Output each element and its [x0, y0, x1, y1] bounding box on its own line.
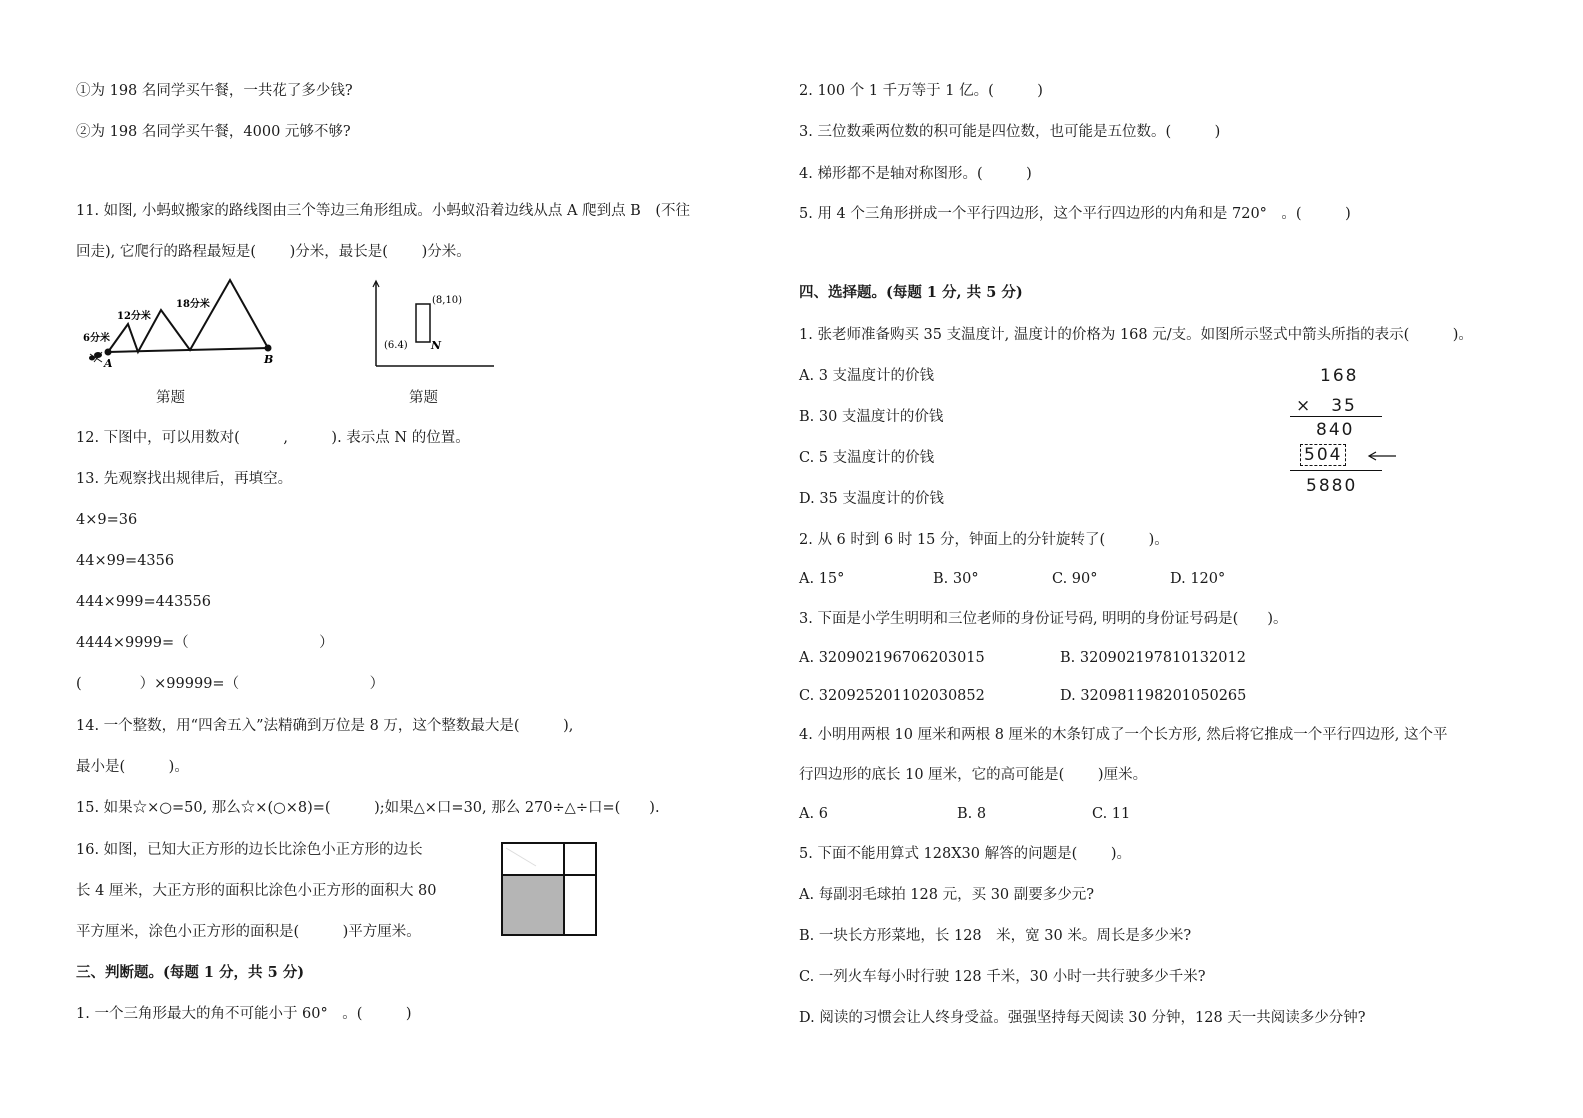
q11-line2: 回走), 它爬行的路程最短是( )分米，最长是( )分米。 [76, 244, 471, 260]
choice-3-b: B. 320902197810132012 [1060, 650, 1246, 666]
choice-3-a: A. 320902196706203015 [799, 650, 985, 666]
point-n-label: N [431, 339, 442, 352]
choice-2-d: D. 120° [1170, 571, 1226, 587]
choice-2-b: B. 30° [933, 571, 979, 587]
fig1-caption: 第题 [156, 390, 185, 406]
label-18: 18分米 [176, 299, 210, 310]
seq-1: 4×9=36 [76, 512, 138, 528]
q12: 12. 下图中，可以用数对( , ). 表示点 N 的位置。 [76, 430, 470, 446]
choice-5-d: D. 阅读的习惯会让人终身受益。强强坚持每天阅读 30 分钟，128 天一共阅读多少分钟? [799, 1010, 1366, 1026]
coordinate-figure [368, 276, 498, 372]
choice-2-c: C. 90° [1052, 571, 1098, 587]
seq-3: 444×999=443556 [76, 594, 212, 610]
ant-path-figure [80, 272, 280, 372]
judge-4: 4. 梯形都不是轴对称图形。( ) [799, 166, 1032, 182]
q15: 15. 如果☆×○=50, 那么☆×(○×8)=( );如果△×口=30, 那么 270÷△÷口=( ). [76, 800, 660, 816]
section-3-heading: 三、判断题。(每题 1 分，共 5 分) [76, 964, 305, 981]
vertical-multiplication [1290, 366, 1400, 506]
choice-3: 3. 下面是小学生明明和三位老师的身份证号码, 明明的身份证号码是( )。 [799, 611, 1288, 627]
point-6-4-label: (6.4) [384, 340, 408, 351]
q11-line1: 11. 如图, 小蚂蚁搬家的路线图由三个等边三角形组成。小蚂蚁沿着边线从点 A 爬到点 B (不往 [76, 203, 690, 219]
choice-5-b: B. 一块长方形菜地，长 128 米，宽 30 米。周长是多少米? [799, 928, 1192, 944]
judge-1: 1. 一个三角形最大的角不可能小于 60° 。( ) [76, 1006, 412, 1022]
choice-1-c: C. 5 支温度计的价钱 [799, 450, 935, 466]
mult-row-1: 168 [1320, 366, 1359, 386]
arrow-left-icon [1366, 448, 1398, 464]
q10-part1: ①为 198 名同学买午餐，一共花了多少钱? [76, 83, 353, 99]
choice-1: 1. 张老师准备购买 35 支温度计, 温度计的价格为 168 元/支。如图所示竖式中箭头所指的表示( )。 [799, 327, 1473, 343]
choice-4-line2: 行四边形的底长 10 厘米，它的高可能是( )厘米。 [799, 767, 1148, 783]
point-b-label: B [264, 353, 274, 366]
choice-5-a: A. 每副羽毛球拍 128 元，买 30 副要多少元? [799, 887, 1095, 903]
seq-5: ( ）×99999=（ ） [76, 676, 385, 692]
judge-2: 2. 100 个 1 千万等于 1 亿。( ) [799, 83, 1043, 99]
point-a-label: A [104, 357, 113, 370]
fig2-caption: 第题 [409, 390, 438, 406]
q14-line1: 14. 一个整数，用“四舍五入”法精确到万位是 8 万，这个整数最大是( ), [76, 718, 574, 734]
choice-2-a: A. 15° [799, 571, 845, 587]
ant-icon [89, 352, 102, 362]
seq-4: 4444×9999=（ ） [76, 635, 334, 651]
section-4-heading: 四、选择题。(每题 1 分, 共 5 分) [799, 284, 1023, 301]
choice-4-c: C. 11 [1092, 806, 1131, 822]
label-12: 12分米 [117, 311, 151, 322]
q16-line2: 长 4 厘米，大正方形的面积比涂色小正方形的面积大 80 [76, 883, 437, 899]
choice-5: 5. 下面不能用算式 128X30 解答的问题是( )。 [799, 846, 1132, 862]
q13: 13. 先观察找出规律后，再填空。 [76, 471, 293, 487]
choice-3-d: D. 320981198201050265 [1060, 688, 1247, 704]
choice-3-c: C. 320925201102030852 [799, 688, 985, 704]
choice-1-b: B. 30 支温度计的价钱 [799, 409, 944, 425]
q16-line3: 平方厘米，涂色小正方形的面积是( )平方厘米。 [76, 924, 421, 940]
q14-line2: 最小是( )。 [76, 759, 189, 775]
choice-1-d: D. 35 支温度计的价钱 [799, 491, 944, 507]
mult-row-4-boxed: 504 [1300, 444, 1346, 466]
choice-4-a: A. 6 [799, 806, 828, 822]
mult-row-5: 5880 [1306, 476, 1358, 496]
seq-2: 44×99=4356 [76, 553, 175, 569]
mult-row-2: × 35 [1296, 396, 1357, 416]
q10-part2: ②为 198 名同学买午餐，4000 元够不够? [76, 124, 351, 140]
judge-3: 3. 三位数乘两位数的积可能是四位数，也可能是五位数。( ) [799, 124, 1221, 140]
label-6: 6分米 [83, 333, 110, 344]
mult-row-3: 840 [1316, 420, 1355, 440]
choice-4-line1: 4. 小明用两根 10 厘米和两根 8 厘米的木条钉成了一个长方形, 然后将它推成一个平行四边形, 这个平 [799, 727, 1448, 743]
choice-4-b: B. 8 [957, 806, 987, 822]
choice-1-a: A. 3 支温度计的价钱 [799, 368, 935, 384]
choice-5-c: C. 一列火车每小时行驶 128 千米，30 小时一共行驶多少千米? [799, 969, 1206, 985]
q16-line1: 16. 如图，已知大正方形的边长比涂色小正方形的边长 [76, 842, 423, 858]
square-diagram [500, 840, 600, 938]
point-8-10-label: (8,10) [432, 295, 463, 306]
judge-5: 5. 用 4 个三角形拼成一个平行四边形，这个平行四边形的内角和是 720° 。( ) [799, 206, 1351, 222]
choice-2: 2. 从 6 时到 6 时 15 分，钟面上的分针旋转了( )。 [799, 532, 1169, 548]
